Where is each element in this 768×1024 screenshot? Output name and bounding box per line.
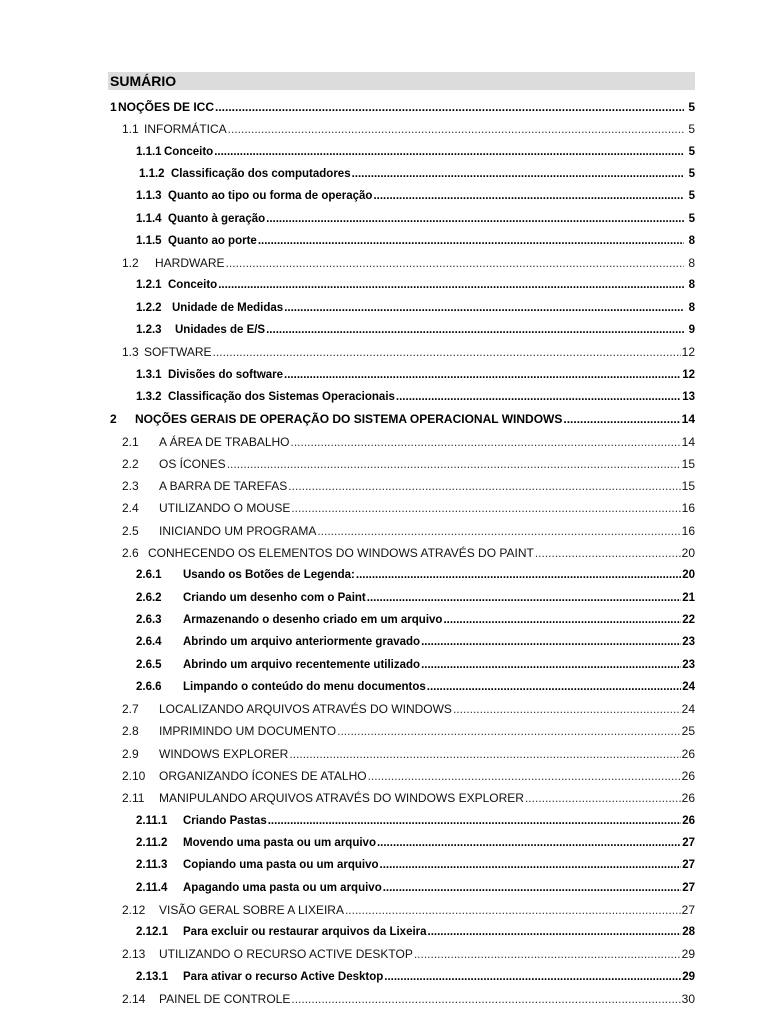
- toc-entry[interactable]: [136, 609, 695, 631]
- toc-entry-title: Usando os Botões de Legenda:: [183, 569, 355, 582]
- toc-entry-number: 2.14: [122, 992, 146, 1006]
- toc-entry-number: 2.12.1: [136, 926, 168, 939]
- toc-entry-title: MANIPULANDO ARQUIVOS ATRAVÉS DO WINDOWS EXPLORER: [159, 791, 524, 806]
- toc-entry-number: 2.3: [122, 479, 139, 494]
- toc-entry-page: 25: [681, 724, 695, 739]
- toc-entry[interactable]: [122, 252, 695, 274]
- toc-entry-title: IMPRIMINDO UM DOCUMENTO: [159, 724, 337, 739]
- toc-entry-number: 2.11.4: [136, 881, 168, 894]
- toc-entry[interactable]: [122, 943, 695, 965]
- toc-entry-number: 2.11.2: [136, 836, 168, 849]
- toc-leader-dots: [288, 475, 680, 497]
- toc-entry-page: 20: [681, 546, 695, 560]
- toc-entry[interactable]: [122, 787, 695, 809]
- toc-entry-title: OS ÍCONES: [159, 456, 226, 471]
- toc-entry-page: 27: [681, 902, 695, 917]
- toc-entry-page: 30: [681, 992, 695, 1006]
- toc-entry-number: 2.10: [122, 769, 146, 783]
- toc-entry-title: Limpando o conteúdo do menu documentos: [183, 680, 426, 693]
- toc-leader-dots: [218, 274, 684, 296]
- toc-entry[interactable]: [136, 587, 695, 609]
- toc-entry-title: Armazenando o desenho criado em um arquivo: [183, 613, 443, 626]
- toc-leader-dots: [384, 966, 681, 988]
- toc-entry-title: UTILIZANDO O RECURSO ACTIVE DESKTOP: [159, 947, 413, 962]
- toc-entry-page: 27: [682, 836, 695, 849]
- toc-entry-title: A ÁREA DE TRABALHO: [159, 434, 290, 449]
- toc-entry-page: 27: [682, 859, 695, 872]
- toc-entry-page: 9: [688, 324, 695, 336]
- toc-entry-title: LOCALIZANDO ARQUIVOS ATRAVÉS DO WINDOWS: [159, 702, 452, 717]
- toc-entry-number: 2.6.6: [136, 680, 162, 693]
- toc-entry-title: Classificação dos computadores: [171, 167, 351, 180]
- toc-entry-number: 2.12: [122, 902, 146, 917]
- toc-entry[interactable]: [122, 341, 695, 363]
- toc-entry[interactable]: [122, 475, 695, 497]
- toc-leader-dots: [213, 341, 681, 363]
- toc-leader-dots: [367, 587, 681, 609]
- toc-entry-page: 5: [688, 212, 695, 225]
- toc-entry-number: 2.2: [122, 456, 139, 471]
- toc-entry-page: 12: [681, 345, 695, 360]
- toc-entry[interactable]: [136, 854, 695, 876]
- toc-entry[interactable]: [136, 386, 695, 408]
- toc-entry-title: UTILIZANDO O MOUSE: [159, 501, 291, 516]
- toc-entry-number: 2.6.2: [136, 591, 162, 604]
- toc-entry-number: 2.4: [122, 501, 139, 516]
- toc-entry-number: 2.6.3: [136, 613, 162, 626]
- toc-leader-dots: [284, 364, 681, 386]
- toc-leader-dots: [368, 765, 681, 787]
- toc-entry-title: INFORMÁTICA: [144, 122, 227, 137]
- toc-entry-page: 27: [682, 881, 695, 894]
- toc-entry[interactable]: [136, 810, 695, 832]
- toc-title: SUMÁRIO: [108, 72, 695, 90]
- toc-entry-page: 5: [688, 167, 695, 180]
- toc-entry-number: 2.6.5: [136, 658, 162, 671]
- toc-entry-page: 22: [682, 613, 695, 626]
- toc-leader-dots: [352, 163, 684, 185]
- toc-entry-title: WINDOWS EXPLORER: [159, 746, 289, 761]
- toc-entry-page: 12: [682, 368, 695, 381]
- toc-entry-number: 1.1.3: [136, 190, 162, 203]
- toc-entry-title: Quanto à geração: [168, 212, 266, 225]
- toc-entry[interactable]: [122, 899, 695, 921]
- toc-entry-title: Para excluir ou restaurar arquivos da Lixeira: [183, 926, 427, 939]
- toc-entry-title: ORGANIZANDO ÍCONES DE ATALHO: [159, 769, 367, 783]
- toc-entry-number: 2.6.1: [136, 569, 162, 582]
- toc-entry-title: Unidades de E/S: [175, 324, 266, 336]
- toc-entry-title: Conceito: [164, 145, 214, 158]
- toc-entry[interactable]: [122, 497, 695, 519]
- toc-entry[interactable]: [136, 319, 695, 341]
- toc-entry-number: 1.1.1: [136, 145, 162, 158]
- toc-leader-dots: [421, 654, 681, 676]
- toc-entry-number: 1.2.3: [136, 324, 162, 336]
- toc-entry[interactable]: [122, 453, 695, 475]
- toc-leader-dots: [337, 720, 681, 742]
- toc-entry-page: 14: [681, 434, 695, 449]
- toc-entry-page: 13: [682, 390, 695, 403]
- toc-entry-number: 2.8: [122, 724, 139, 739]
- toc-entry-page: 26: [681, 746, 695, 761]
- toc-leader-dots: [356, 564, 681, 586]
- toc-entry-number: 2.13.1: [136, 970, 168, 983]
- toc-leader-dots: [227, 453, 681, 475]
- toc-entry[interactable]: [110, 96, 695, 118]
- toc-entry-page: 20: [682, 569, 695, 582]
- toc-entry[interactable]: [136, 832, 695, 854]
- toc-entry[interactable]: [136, 676, 695, 698]
- toc-leader-dots: [258, 230, 684, 252]
- toc-entry[interactable]: [110, 408, 695, 430]
- toc-entry-title: Quanto ao porte: [168, 234, 257, 247]
- toc-entry-number: 2.6.4: [136, 636, 162, 649]
- toc-entry[interactable]: [122, 698, 695, 720]
- toc-entry-page: 5: [688, 100, 695, 114]
- toc-entry-title: Abrindo um arquivo anteriormente gravado: [183, 636, 421, 649]
- toc-entry-page: 23: [682, 636, 695, 649]
- toc-leader-dots: [377, 832, 681, 854]
- toc-entry-number: 1.1.2: [139, 167, 165, 180]
- toc-entry-number: 2.9: [122, 746, 139, 761]
- toc-entry-title: NOÇÕES DE ICC: [118, 100, 215, 114]
- toc-leader-dots: [427, 676, 681, 698]
- toc-entry[interactable]: [122, 118, 695, 140]
- toc-entry-page: 26: [681, 769, 695, 783]
- toc-entry-page: 16: [681, 523, 695, 538]
- toc-entry-page: 26: [681, 791, 695, 806]
- toc-entry-title: Criando Pastas: [183, 814, 267, 827]
- toc-entry-number: 1.1: [122, 122, 139, 137]
- toc-entry[interactable]: [122, 720, 695, 742]
- toc-entry-page: 16: [681, 501, 695, 516]
- toc-entry-number: 2.1: [122, 434, 139, 449]
- toc-entry-number: 1.1.5: [136, 234, 162, 247]
- toc-entry[interactable]: [136, 564, 695, 586]
- toc-entry-page: 21: [682, 591, 695, 604]
- toc-entry-title: Criando um desenho com o Paint: [183, 591, 366, 604]
- toc-entry-page: 8: [688, 256, 695, 271]
- toc-entry-title: Quanto ao tipo ou forma de operação: [168, 190, 373, 203]
- toc-entry[interactable]: [122, 431, 695, 453]
- toc-entry-title: Divisões do software: [168, 368, 284, 381]
- toc-entry-page: 24: [682, 680, 695, 693]
- toc-entry-title: Para ativar o recurso Active Desktop: [183, 970, 384, 983]
- toc-entry-title: CONHECENDO OS ELEMENTOS DO WINDOWS ATRAVÉS DO PAINT: [148, 546, 534, 560]
- toc-entry-title: Abrindo um arquivo recentemente utilizado: [183, 658, 421, 671]
- toc-leader-dots: [214, 141, 684, 163]
- toc-entry-page: 15: [681, 456, 695, 471]
- toc-leader-dots: [266, 319, 684, 341]
- toc-leader-dots: [291, 497, 680, 519]
- toc-entry[interactable]: [136, 297, 695, 319]
- toc-entry-title: A BARRA DE TAREFAS: [159, 479, 288, 494]
- toc-entry-page: 28: [682, 926, 695, 939]
- toc-entry[interactable]: [136, 185, 695, 207]
- toc-leader-dots: [380, 854, 682, 876]
- toc-entry-title: INICIANDO UM PROGRAMA: [159, 523, 317, 538]
- toc-leader-dots: [345, 899, 681, 921]
- toc-entry-page: 15: [681, 479, 695, 494]
- toc-entry-title: VISÃO GERAL SOBRE A LIXEIRA: [159, 902, 344, 917]
- toc-entry[interactable]: [136, 877, 695, 899]
- toc-entry-page: 5: [688, 190, 695, 203]
- toc-entry-page: 24: [681, 702, 695, 717]
- toc-leader-dots: [317, 520, 680, 542]
- toc-entry-number: 2.13: [122, 947, 146, 962]
- toc-entry-title: Classificação dos Sistemas Operacionais: [168, 390, 395, 403]
- toc-entry-title: PAINEL DE CONTROLE: [159, 992, 291, 1006]
- toc-entry-number: 2: [110, 412, 117, 427]
- toc-leader-dots: [383, 877, 681, 899]
- toc-entry-title: Apagando uma pasta ou um arquivo: [183, 881, 382, 894]
- toc-leader-dots: [373, 185, 684, 207]
- toc-entry-page: 8: [688, 234, 695, 247]
- toc-entry[interactable]: [122, 542, 695, 564]
- toc-leader-dots: [215, 96, 684, 118]
- toc-leader-dots: [421, 631, 681, 653]
- toc-entry-number: 1.2: [122, 256, 139, 271]
- toc-entry[interactable]: [136, 230, 695, 252]
- toc-entry-title: NOÇÕES GERAIS DE OPERAÇÃO DO SISTEMA OPERACIONAL WINDOWS: [135, 412, 563, 427]
- toc-leader-dots: [414, 943, 681, 965]
- toc-leader-dots: [226, 252, 684, 274]
- toc-entry-page: 29: [682, 970, 695, 983]
- toc-entry[interactable]: [136, 921, 695, 943]
- toc-leader-dots: [266, 208, 684, 230]
- toc-entry[interactable]: [136, 631, 695, 653]
- toc-entry[interactable]: [136, 208, 695, 230]
- toc-entry-number: 2.11: [122, 791, 145, 806]
- toc-entry-number: 1.3.1: [136, 368, 162, 381]
- toc-entry-number: 1.2.1: [136, 279, 162, 292]
- toc-leader-dots: [428, 921, 682, 943]
- toc-entry-number: 1.2.2: [136, 301, 162, 314]
- toc-entry[interactable]: [136, 364, 695, 386]
- toc-entry-title: SOFTWARE: [144, 345, 212, 360]
- toc-leader-dots: [535, 542, 681, 564]
- toc-leader-dots: [396, 386, 681, 408]
- toc-leader-dots: [268, 810, 681, 832]
- toc-leader-dots: [291, 988, 680, 1010]
- toc-entry-page: 5: [688, 145, 695, 158]
- toc-leader-dots: [525, 787, 681, 809]
- toc-leader-dots: [289, 743, 680, 765]
- toc-entry[interactable]: [122, 765, 695, 787]
- toc-entry[interactable]: [122, 988, 695, 1010]
- toc-entry[interactable]: [122, 520, 695, 542]
- toc-entry[interactable]: [136, 274, 695, 296]
- toc-entry-number: 2.5: [122, 523, 139, 538]
- toc-entry-page: 29: [681, 947, 695, 962]
- toc-entry-title: Copiando uma pasta ou um arquivo: [183, 859, 379, 872]
- toc-leader-dots: [443, 609, 681, 631]
- toc-entry[interactable]: [122, 743, 695, 765]
- toc-entry-number: 2.7: [122, 702, 139, 717]
- toc-entry-number: 1.1.4: [136, 212, 162, 225]
- toc-entry-title: Conceito: [168, 279, 218, 292]
- toc-entry-title: HARDWARE: [155, 256, 225, 271]
- toc-entry-page: 5: [688, 122, 695, 137]
- toc-leader-dots: [563, 408, 680, 430]
- toc-entry-number: 2.11.3: [136, 859, 168, 872]
- toc-entry-page: 23: [682, 658, 695, 671]
- toc-leader-dots: [284, 297, 684, 319]
- toc-entry-page: 26: [682, 814, 695, 827]
- toc-entry-number: 1.3: [122, 345, 139, 360]
- toc-entry-page: 14: [681, 412, 695, 427]
- toc-leader-dots: [291, 431, 681, 453]
- toc-entry[interactable]: [136, 141, 695, 163]
- toc-leader-dots: [453, 698, 681, 720]
- toc-entry[interactable]: [136, 654, 695, 676]
- toc-entry-page: 8: [688, 301, 695, 314]
- toc-entry-page: 8: [688, 279, 695, 292]
- toc-entry-number: 1: [110, 100, 117, 114]
- toc-entry-title: Unidade de Medidas: [172, 301, 284, 314]
- toc-entry[interactable]: [139, 163, 695, 185]
- toc-entry[interactable]: [136, 966, 695, 988]
- toc-entry-title: Movendo uma pasta ou um arquivo: [183, 836, 376, 849]
- toc-entry-number: 2.6: [122, 546, 139, 560]
- toc-leader-dots: [228, 118, 684, 140]
- toc-entry-number: 1.3.2: [136, 390, 162, 403]
- toc-entry-number: 2.11.1: [136, 814, 168, 827]
